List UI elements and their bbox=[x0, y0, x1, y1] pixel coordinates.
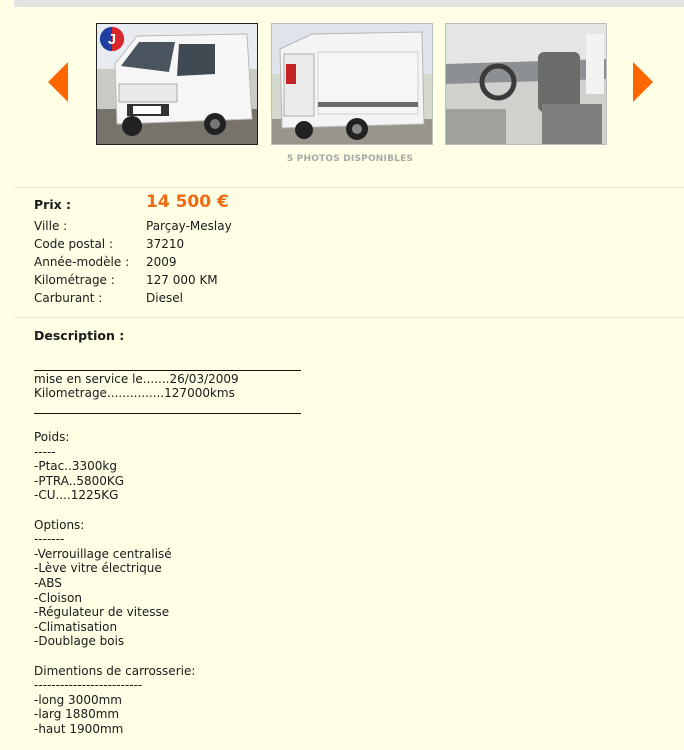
description-body: Poids: ----- -Ptac..3300kg -PTRA..5800KG -CU....1225KG Options: ------- -Verrouillage centralisé -Lève vitre électrique -ABS -Cloison -Régulateur de vitesse -Climatisation -Doublage bois Dimentions de carrosserie: ------------------------- -long 3000mm -larg 1880mm -haut 1900mm bbox=[34, 430, 196, 736]
spec-label: Ville : bbox=[34, 219, 68, 233]
spec-label: Kilométrage : bbox=[34, 273, 115, 287]
description-rule bbox=[34, 370, 301, 371]
description-line: Kilometrage...............127000kms bbox=[34, 386, 235, 400]
divider bbox=[14, 317, 684, 318]
top-strip bbox=[14, 0, 684, 7]
spec-value: 127 000 KM bbox=[146, 273, 218, 287]
description-title: Description : bbox=[34, 328, 125, 343]
spec-label: Année-modèle : bbox=[34, 255, 130, 269]
next-photo-arrow-icon[interactable] bbox=[633, 62, 653, 102]
thumbnail-van-rear[interactable] bbox=[271, 23, 433, 145]
van-rear-photo bbox=[272, 24, 432, 144]
description-rule bbox=[34, 413, 301, 414]
previous-photo-arrow-icon[interactable] bbox=[48, 62, 68, 102]
spec-value: Parçay-Meslay bbox=[146, 219, 232, 233]
dealer-badge-icon bbox=[99, 26, 125, 52]
description-line: mise en service le.......26/03/2009 bbox=[34, 372, 239, 386]
thumbnail-van-interior[interactable] bbox=[445, 23, 607, 145]
photos-count-label[interactable]: 5 PHOTOS DISPONIBLES bbox=[286, 154, 414, 164]
spec-label: Code postal : bbox=[34, 237, 113, 251]
divider bbox=[14, 187, 684, 188]
spec-value: Diesel bbox=[146, 291, 183, 305]
badge-letter: J bbox=[107, 32, 117, 49]
spec-value: 37210 bbox=[146, 237, 185, 251]
van-interior-photo bbox=[446, 24, 606, 144]
price-value: 14 500 € bbox=[146, 192, 229, 212]
spec-label: Carburant : bbox=[34, 291, 103, 305]
thumbnail-van-front[interactable] bbox=[96, 23, 258, 145]
spec-value: 2009 bbox=[146, 255, 177, 269]
price-label: Prix : bbox=[34, 197, 72, 212]
